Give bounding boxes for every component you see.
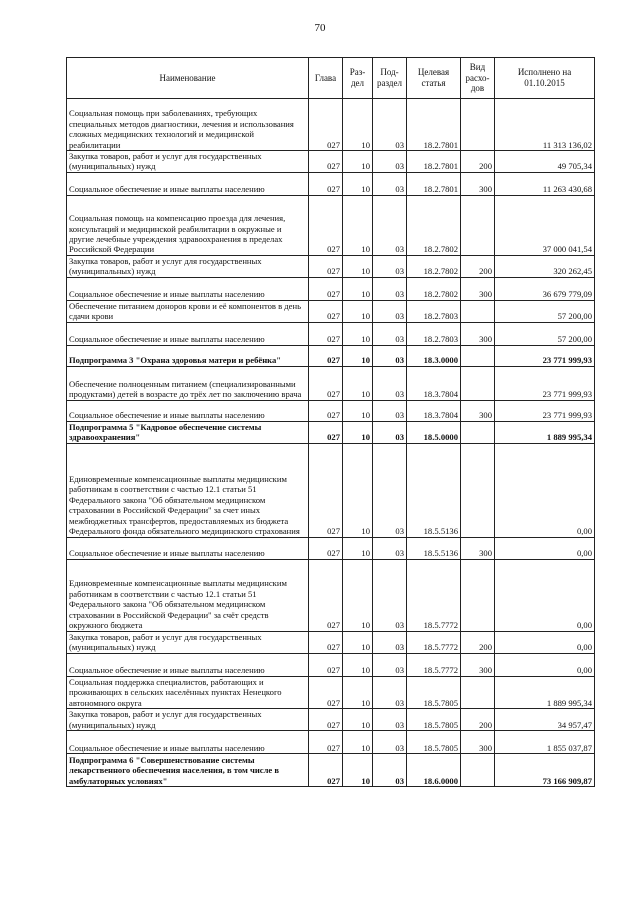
cell-vid: 200 — [461, 709, 495, 731]
cell-razdel: 10 — [343, 676, 373, 708]
cell-glava: 027 — [309, 653, 343, 676]
cell-podrazdel: 03 — [373, 366, 407, 400]
cell-glava: 027 — [309, 322, 343, 345]
table-row — [67, 709, 595, 731]
cell-glava: 027 — [309, 255, 343, 277]
cell-statya: 18.3.7804 — [407, 400, 461, 421]
table-row — [67, 537, 595, 559]
cell-vid: 300 — [461, 653, 495, 676]
table-row — [67, 676, 595, 708]
cell-name: Закупка товаров, работ и услуг для государственных (муниципальных) нужд — [67, 151, 309, 173]
cell-glava: 027 — [309, 559, 343, 631]
cell-name: Подпрограмма 5 "Кадровое обеспечение системы здравоохранения" — [67, 421, 309, 443]
cell-vid: 300 — [461, 731, 495, 754]
cell-name: Подпрограмма 3 "Охрана здоровья матери и ребёнка" — [67, 345, 309, 366]
cell-statya: 18.5.7805 — [407, 709, 461, 731]
cell-statya: 18.5.7772 — [407, 653, 461, 676]
cell-razdel: 10 — [343, 322, 373, 345]
cell-amount: 57 200,00 — [495, 300, 595, 322]
cell-amount: 34 957,47 — [495, 709, 595, 731]
cell-podrazdel: 03 — [373, 754, 407, 787]
cell-podrazdel: 03 — [373, 676, 407, 708]
cell-razdel: 10 — [343, 255, 373, 277]
cell-name: Социальная помощь при заболеваниях, требующих специальных методов диагностики, лечения и использования сложных медицинских технологий и медицинской реабилитации — [67, 99, 309, 151]
header-ispolneno: Исполнено на 01.10.2015 — [495, 58, 595, 99]
cell-podrazdel: 03 — [373, 255, 407, 277]
cell-name: Закупка товаров, работ и услуг для государственных (муниципальных) нужд — [67, 631, 309, 653]
cell-amount: 0,00 — [495, 559, 595, 631]
cell-razdel: 10 — [343, 99, 373, 151]
cell-statya: 18.2.7801 — [407, 151, 461, 173]
table-body — [67, 99, 595, 787]
cell-name: Социальное обеспечение и иные выплаты населению — [67, 731, 309, 754]
header-glava: Глава — [309, 58, 343, 99]
cell-statya: 18.2.7802 — [407, 255, 461, 277]
cell-name: Социальная поддержка специалистов, работающих и проживающих в сельских населённых пунктах Ненецкого автономного округа — [67, 676, 309, 708]
page-number: 70 — [314, 22, 326, 34]
cell-statya: 18.5.0000 — [407, 421, 461, 443]
cell-podrazdel: 03 — [373, 653, 407, 676]
budget-table — [66, 57, 595, 787]
table-row — [67, 151, 595, 173]
table-row — [67, 443, 595, 537]
cell-statya: 18.5.7805 — [407, 676, 461, 708]
cell-vid — [461, 754, 495, 787]
cell-glava: 027 — [309, 709, 343, 731]
cell-statya: 18.5.5136 — [407, 537, 461, 559]
cell-glava: 027 — [309, 443, 343, 537]
cell-vid: 200 — [461, 255, 495, 277]
cell-vid — [461, 345, 495, 366]
cell-razdel: 10 — [343, 345, 373, 366]
cell-amount: 11 263 430,68 — [495, 172, 595, 195]
cell-name: Обеспечение полноценным питанием (специализированными продуктами) детей в возрасте до трёх лет по заключению врача — [67, 366, 309, 400]
cell-amount: 1 855 037,87 — [495, 731, 595, 754]
cell-podrazdel: 03 — [373, 443, 407, 537]
cell-amount: 23 771 999,93 — [495, 400, 595, 421]
cell-vid — [461, 443, 495, 537]
cell-name: Подпрограмма 6 "Совершенствование системы лекарственного обеспечения населения, в том числе в амбулаторных условиях" — [67, 754, 309, 787]
table-row — [67, 400, 595, 421]
cell-razdel: 10 — [343, 172, 373, 195]
cell-statya: 18.2.7803 — [407, 300, 461, 322]
cell-glava: 027 — [309, 300, 343, 322]
cell-statya: 18.2.7801 — [407, 99, 461, 151]
cell-vid: 300 — [461, 172, 495, 195]
cell-amount: 36 679 779,09 — [495, 277, 595, 300]
cell-name: Социальное обеспечение и иные выплаты населению — [67, 172, 309, 195]
cell-razdel: 10 — [343, 151, 373, 173]
header-row — [67, 58, 595, 99]
cell-glava: 027 — [309, 731, 343, 754]
cell-razdel: 10 — [343, 366, 373, 400]
cell-podrazdel: 03 — [373, 709, 407, 731]
cell-name: Единовременные компенсационные выплаты медицинским работникам в соответствии с частью 12.1 статьи 51 Федерального закона "Об обязательном медицинском страховании в Российской Федерации" за счёт средств окружного бюджета — [67, 559, 309, 631]
cell-statya: 18.3.0000 — [407, 345, 461, 366]
cell-statya: 18.5.7772 — [407, 559, 461, 631]
cell-vid: 300 — [461, 400, 495, 421]
cell-podrazdel: 03 — [373, 345, 407, 366]
cell-glava: 027 — [309, 676, 343, 708]
cell-name: Закупка товаров, работ и услуг для государственных (муниципальных) нужд — [67, 709, 309, 731]
cell-name: Социальная помощь на компенсацию проезда для лечения, консультаций и медицинской реабилитации в окружные и другие лечебные учреждения здравоохранения в пределах Российской Федерации — [67, 195, 309, 255]
cell-razdel: 10 — [343, 300, 373, 322]
table-row — [67, 172, 595, 195]
cell-razdel: 10 — [343, 653, 373, 676]
table-row — [67, 421, 595, 443]
table-row — [67, 255, 595, 277]
table-row — [67, 559, 595, 631]
cell-razdel: 10 — [343, 631, 373, 653]
cell-podrazdel: 03 — [373, 322, 407, 345]
table-row — [67, 345, 595, 366]
cell-amount: 73 166 909,87 — [495, 754, 595, 787]
cell-razdel: 10 — [343, 421, 373, 443]
cell-amount: 0,00 — [495, 537, 595, 559]
cell-glava: 027 — [309, 400, 343, 421]
cell-amount: 37 000 041,54 — [495, 195, 595, 255]
cell-vid — [461, 676, 495, 708]
table-row — [67, 366, 595, 400]
table-row — [67, 99, 595, 151]
cell-vid — [461, 300, 495, 322]
table-row — [67, 195, 595, 255]
cell-statya: 18.3.7804 — [407, 366, 461, 400]
cell-podrazdel: 03 — [373, 277, 407, 300]
cell-statya: 18.2.7803 — [407, 322, 461, 345]
cell-vid: 300 — [461, 322, 495, 345]
cell-vid: 200 — [461, 151, 495, 173]
cell-podrazdel: 03 — [373, 195, 407, 255]
cell-podrazdel: 03 — [373, 151, 407, 173]
cell-name: Социальное обеспечение и иные выплаты населению — [67, 277, 309, 300]
cell-razdel: 10 — [343, 277, 373, 300]
cell-statya: 18.5.7805 — [407, 731, 461, 754]
cell-glava: 027 — [309, 99, 343, 151]
cell-amount: 0,00 — [495, 631, 595, 653]
cell-statya: 18.2.7802 — [407, 277, 461, 300]
cell-glava: 027 — [309, 172, 343, 195]
cell-glava: 027 — [309, 631, 343, 653]
cell-glava: 027 — [309, 345, 343, 366]
cell-vid — [461, 366, 495, 400]
cell-amount: 0,00 — [495, 443, 595, 537]
cell-name: Социальное обеспечение и иные выплаты населению — [67, 322, 309, 345]
cell-glava: 027 — [309, 754, 343, 787]
header-vid: Вид расхо- дов — [461, 58, 495, 99]
cell-name: Обеспечение питанием доноров крови и её компонентов в день сдачи крови — [67, 300, 309, 322]
cell-glava: 027 — [309, 151, 343, 173]
cell-podrazdel: 03 — [373, 300, 407, 322]
cell-razdel: 10 — [343, 537, 373, 559]
cell-razdel: 10 — [343, 709, 373, 731]
cell-podrazdel: 03 — [373, 537, 407, 559]
cell-amount: 1 889 995,34 — [495, 421, 595, 443]
cell-vid — [461, 99, 495, 151]
header-name: Наименование — [67, 58, 309, 99]
cell-statya: 18.5.5136 — [407, 443, 461, 537]
cell-razdel: 10 — [343, 400, 373, 421]
cell-statya: 18.5.7772 — [407, 631, 461, 653]
cell-amount: 23 771 999,93 — [495, 366, 595, 400]
cell-razdel: 10 — [343, 731, 373, 754]
cell-name: Единовременные компенсационные выплаты медицинским работникам в соответствии с частью 12.1 статьи 51 Федерального закона "Об обязательном медицинском страховании в Российской Федерации" за счет иных межбюджетных трансфертов, предоставляемых из бюджета Федерального фонда обязательного медицинского страхования — [67, 443, 309, 537]
cell-name: Социальное обеспечение и иные выплаты населению — [67, 400, 309, 421]
cell-vid: 300 — [461, 537, 495, 559]
header-statya: Целевая статья — [407, 58, 461, 99]
cell-vid — [461, 195, 495, 255]
cell-amount: 57 200,00 — [495, 322, 595, 345]
table-row — [67, 300, 595, 322]
cell-glava: 027 — [309, 366, 343, 400]
cell-glava: 027 — [309, 537, 343, 559]
cell-podrazdel: 03 — [373, 421, 407, 443]
cell-podrazdel: 03 — [373, 631, 407, 653]
cell-name: Социальное обеспечение и иные выплаты населению — [67, 537, 309, 559]
cell-razdel: 10 — [343, 195, 373, 255]
cell-vid: 200 — [461, 631, 495, 653]
cell-amount: 320 262,45 — [495, 255, 595, 277]
cell-name: Закупка товаров, работ и услуг для государственных (муниципальных) нужд — [67, 255, 309, 277]
cell-glava: 027 — [309, 421, 343, 443]
cell-amount: 1 889 995,34 — [495, 676, 595, 708]
table-row — [67, 653, 595, 676]
cell-podrazdel: 03 — [373, 99, 407, 151]
table-row — [67, 731, 595, 754]
cell-podrazdel: 03 — [373, 559, 407, 631]
table-row — [67, 631, 595, 653]
cell-podrazdel: 03 — [373, 400, 407, 421]
cell-razdel: 10 — [343, 443, 373, 537]
cell-amount: 0,00 — [495, 653, 595, 676]
header-razdel: Раз- дел — [343, 58, 373, 99]
table-row — [67, 754, 595, 787]
cell-name: Социальное обеспечение и иные выплаты населению — [67, 653, 309, 676]
cell-razdel: 10 — [343, 559, 373, 631]
cell-glava: 027 — [309, 195, 343, 255]
table-row — [67, 322, 595, 345]
cell-amount: 49 705,34 — [495, 151, 595, 173]
cell-podrazdel: 03 — [373, 731, 407, 754]
cell-statya: 18.6.0000 — [407, 754, 461, 787]
cell-statya: 18.2.7802 — [407, 195, 461, 255]
cell-amount: 11 313 136,02 — [495, 99, 595, 151]
cell-podrazdel: 03 — [373, 172, 407, 195]
cell-vid — [461, 421, 495, 443]
cell-statya: 18.2.7801 — [407, 172, 461, 195]
cell-glava: 027 — [309, 277, 343, 300]
header-podrazdel: Под- раздел — [373, 58, 407, 99]
cell-razdel: 10 — [343, 754, 373, 787]
cell-amount: 23 771 999,93 — [495, 345, 595, 366]
table-row — [67, 277, 595, 300]
cell-vid — [461, 559, 495, 631]
cell-vid: 300 — [461, 277, 495, 300]
